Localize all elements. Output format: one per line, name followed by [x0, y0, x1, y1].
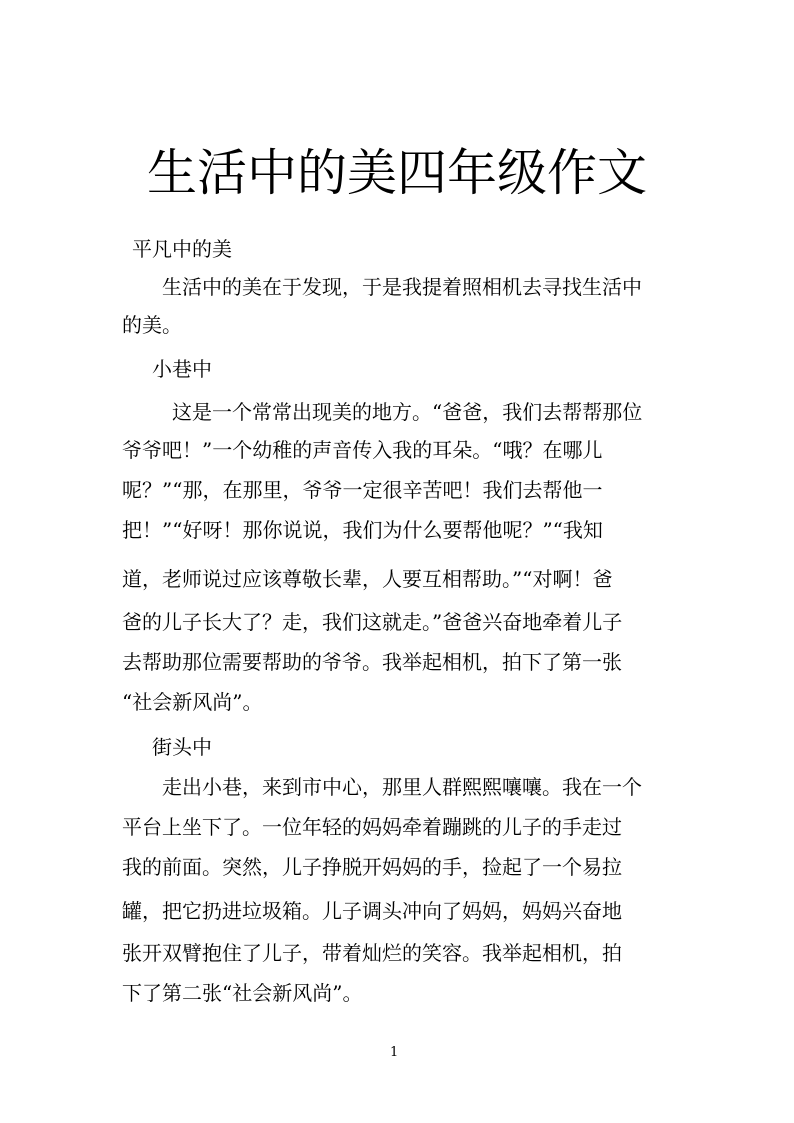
paragraph-line: 我的前面。突然，儿子挣脱开妈妈的手，捡起了一个易拉	[122, 855, 622, 879]
paragraph-line: 把！”“好呀！那你说说，我们为什么要帮他呢？”“我知	[122, 518, 603, 542]
paragraph-line: 走出小巷，来到市中心，那里人群熙熙嚷嚷。我在一个	[162, 775, 642, 799]
paragraph-line: 爸的儿子长大了？走，我们这就走。”爸爸兴奋地牵着儿子	[122, 610, 623, 634]
paragraph-line: 平台上坐下了。一位年轻的妈妈牵着蹦跳的儿子的手走过	[122, 815, 622, 839]
paragraph-line: 爷爷吧！”一个幼稚的声音传入我的耳朵。“哦？在哪儿	[122, 438, 603, 462]
paragraph-line: 生活中的美在于发现，于是我提着照相机去寻找生活中	[162, 275, 642, 299]
paragraph-line: 下了第二张“社会新风尚”。	[122, 981, 363, 1005]
page-number: 1	[390, 1045, 399, 1060]
paragraph-line: 罐，把它扔进垃圾箱。儿子调头冲向了妈妈，妈妈兴奋地	[122, 899, 622, 923]
paragraph-line: 呢？”“那，在那里，爷爷一定很辛苦吧！我们去帮他一	[122, 478, 603, 502]
paragraph-line: “社会新风尚”。	[122, 690, 263, 714]
section-heading: 街头中	[152, 735, 212, 759]
paragraph-line: 去帮助那位需要帮助的爷爷。我举起相机，拍下了第一张	[122, 650, 622, 674]
paragraph-line: 这是一个常常出现美的地方。“爸爸，我们去帮帮那位	[172, 400, 643, 424]
section-heading: 平凡中的美	[132, 237, 232, 261]
document-title: 生活中的美四年级作文	[147, 144, 647, 202]
paragraph-line: 道，老师说过应该尊敬长辈，人要互相帮助。”“对啊！爸	[122, 567, 613, 591]
paragraph-line: 的美。	[122, 313, 182, 337]
section-heading: 小巷中	[152, 357, 212, 381]
paragraph-line: 张开双臂抱住了儿子，带着灿烂的笑容。我举起相机，拍	[122, 941, 622, 965]
